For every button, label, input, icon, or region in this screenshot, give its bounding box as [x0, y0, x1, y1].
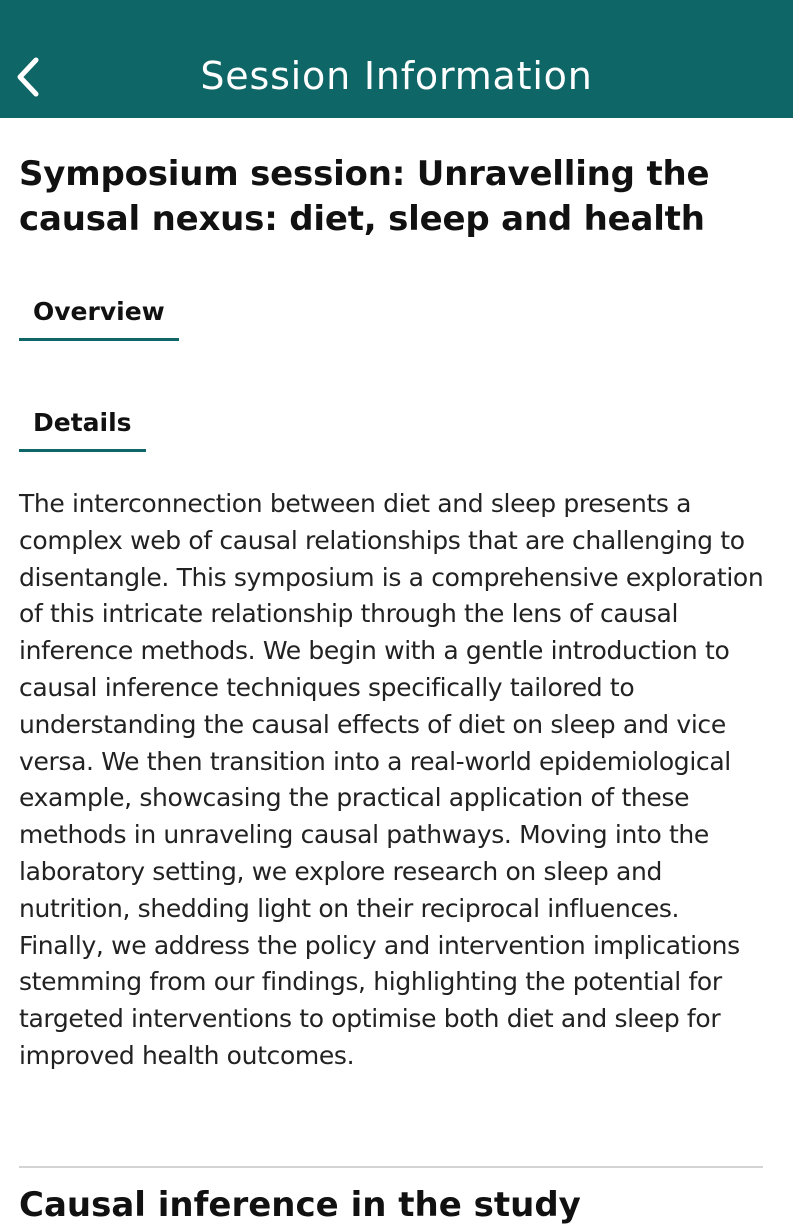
- next-session-title[interactable]: Causal inference in the study: [19, 1185, 581, 1225]
- app-bar: [0, 0, 793, 118]
- tab-overview[interactable]: Overview: [19, 296, 179, 341]
- tab-details[interactable]: Details: [19, 407, 146, 452]
- divider: [19, 1166, 763, 1168]
- session-title: Symposium session: Unravelling the causal nexus: diet, sleep and health: [19, 154, 710, 239]
- details-description: The interconnection between diet and sleep presents a complex web of causal relationships that are challenging to disentangle. This symposium is a comprehensive exploration of this intricate relationship through the lens of causal inference methods. We begin with a gentle introduction to causal inference techniques specifically tailored to understanding the causal effects of diet on sleep and vice versa. We then transition into a real-world epidemiological example, showcasing the practical application of these methods in unraveling causal pathways. Moving into the laboratory setting, we explore research on sleep and nutrition, shedding light on their reciprocal influences. Finally, we address the policy and intervention implications stemming from our findings, highlighting the potential for targeted interventions to optimise both diet and sleep for improved health outcomes.: [19, 489, 764, 1070]
- session-content: [19, 118, 764, 1075]
- page-title: Session Information: [200, 54, 593, 98]
